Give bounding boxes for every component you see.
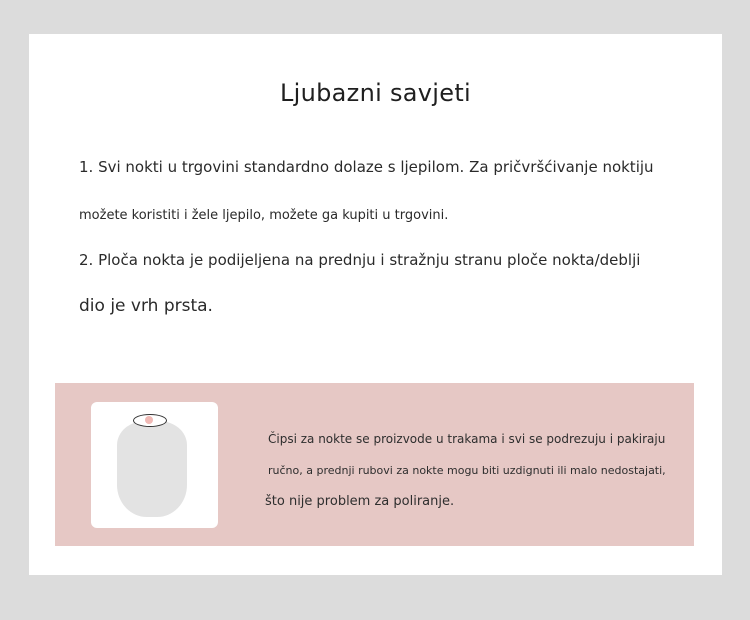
page-title: Ljubazni savjeti	[279, 79, 472, 107]
note-line-1: Čipsi za nokte se proizvode u trakama i svi se podrezuju i pakiraju	[268, 432, 666, 446]
cuticle-dot-icon	[145, 416, 153, 424]
tips-card	[29, 34, 722, 575]
note-line-2: ručno, a prednji rubovi za nokte mogu biti uzdignuti ili malo nedostajati,	[268, 464, 666, 477]
tip-2-line-1: 2. Ploča nokta je podijeljena na prednju i stražnju stranu ploče nokta/deblji	[79, 251, 641, 269]
nail-image	[91, 402, 218, 528]
note-panel	[55, 383, 694, 546]
tip-1-line-2: možete koristiti i žele ljepilo, možete ga kupiti u trgovini.	[79, 208, 449, 223]
tip-1-line-1: 1. Svi nokti u trgovini standardno dolaze s ljepilom. Za pričvršćivanje noktiju	[79, 158, 654, 176]
nail-illustration-icon	[117, 421, 187, 517]
tip-2-line-2: dio je vrh prsta.	[79, 296, 213, 316]
note-line-3: što nije problem za poliranje.	[265, 494, 455, 509]
